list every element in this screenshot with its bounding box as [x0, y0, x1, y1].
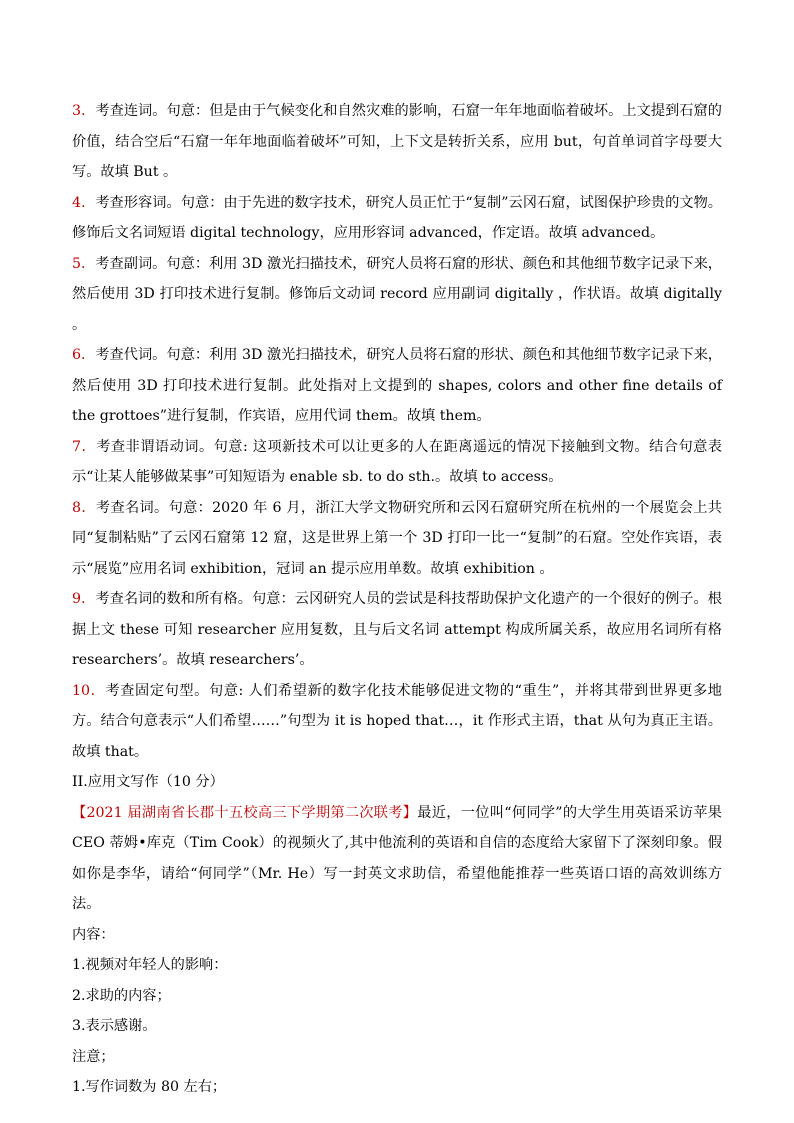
item-number: 3． [72, 103, 96, 119]
item-number: 9． [72, 591, 96, 607]
explanation-item [72, 584, 722, 676]
explanation-item [72, 96, 722, 188]
document-page [72, 96, 722, 1103]
item-number: 8． [72, 499, 96, 516]
content-item: 3.表示感谢。 [72, 1018, 157, 1034]
item-text: 考查连词。句意：但是由于气候变化和自然灾难的影响，石窟一年年地面临着破坏。上文提到石窟的价值，结合空后“石窟一年年地面临着破坏”可知，上下文是转折关系，应用 but，句首单词首字母要大写。故填 But 。 [72, 103, 722, 180]
notes-item: 1.写作词数为 80 左右； [72, 1079, 227, 1095]
item-number: 7． [72, 438, 97, 455]
item-text: 考查固定句型。句意: 人们希望新的数字化技术能够促进文物的“重生”，并将其带到世界更多地方。结合句意表示“人们希望……”句型为 it is hoped that…，it 作形式主语，that 从句为真正主语。故填 that。 [72, 682, 722, 760]
item-text: 考查名词的数和所有格。句意：云冈研究人员的尝试是科技帮助保护文化遗产的一个很好的例子。根据上文 these 可知 researcher 应用复数，且与后文名词 attempt 构成所属关系，故应用名词所有格 researchers’。故填 researchers’。 [72, 591, 722, 668]
item-text: 考查代词。句意：利用 3D 激光扫描技术，研究人员将石窟的形状、颜色和其他细节数字记录下来，然后使用 3D 打印技术进行复制。此处指对上文提到的 shapes, colors and other fine details of the grottoes”进行复制，作宾语，应用代词 them。故填 them。 [72, 347, 722, 424]
explanation-item [72, 493, 722, 585]
content-item: 2.求助的内容； [72, 987, 171, 1004]
item-number: 4． [72, 194, 96, 211]
item-text: 考查非谓语动词。句意: 这项新技术可以让更多的人在距离遥远的情况下接触到文物。结合句意表示“让某人能够做某事”可知短语为 enable sb. to do sth.。故填 to access。 [72, 438, 722, 485]
item-number: 10． [72, 682, 106, 699]
explanation-item [72, 340, 722, 432]
answer-explanations [72, 96, 722, 767]
prompt-source: 【2021 届湖南省长郡十五校高三下学期第二次联考】 [72, 804, 418, 821]
notes-label: 注意； [72, 1048, 115, 1065]
prompt-text: 最近，一位叫“何同学”的大学生用英语采访苹果 CEO 蒂姆•库克（Tim Cook）的视频火了,其中他流利的英语和自信的态度给大家留下了深刻印象。假如你是李华，请给“何同学”（Mr. He）写一封英文求助信，希望他能推荐一些英语口语的高效训练方法。 [72, 804, 722, 912]
item-number: 6． [72, 347, 96, 363]
section-title: II.应用文写作（10 分） [72, 774, 224, 790]
explanation-item [72, 676, 722, 768]
item-text: 考查副词。句意：利用 3D 激光扫描技术，研究人员将石窟的形状、颜色和其他细节数字记录下来，然后使用 3D 打印技术进行复制。修饰后文动词 record 应用副词 digitally ，作状语。故填 digitally 。 [72, 255, 722, 333]
item-text: 考查形容词。句意：由于先进的数字技术，研究人员正忙于“复制”云冈石窟，试图保护珍贵的文物。修饰后文名词短语 digital technology，应用形容词 advanced，作定语。故填 advanced。 [72, 194, 722, 241]
content-label: 内容： [72, 926, 115, 943]
writing-prompt [72, 798, 722, 920]
explanation-item [72, 249, 722, 341]
item-text: 考查名词。句意：2020 年 6 月，浙江大学文物研究所和云冈石窟研究所在杭州的一个展览会上共同“复制粘贴”了云冈石窟第 12 窟，这是世界上第一个 3D 打印一比一“复制”的石窟。空处作宾语，表示“展览”应用名词 exhibition，冠词 an 提示应用单数。故填 exhibition 。 [72, 499, 722, 577]
item-number: 5． [72, 255, 96, 272]
explanation-item [72, 432, 722, 493]
explanation-item [72, 188, 722, 249]
content-item: 1.视频对年轻人的影响： [72, 957, 228, 973]
